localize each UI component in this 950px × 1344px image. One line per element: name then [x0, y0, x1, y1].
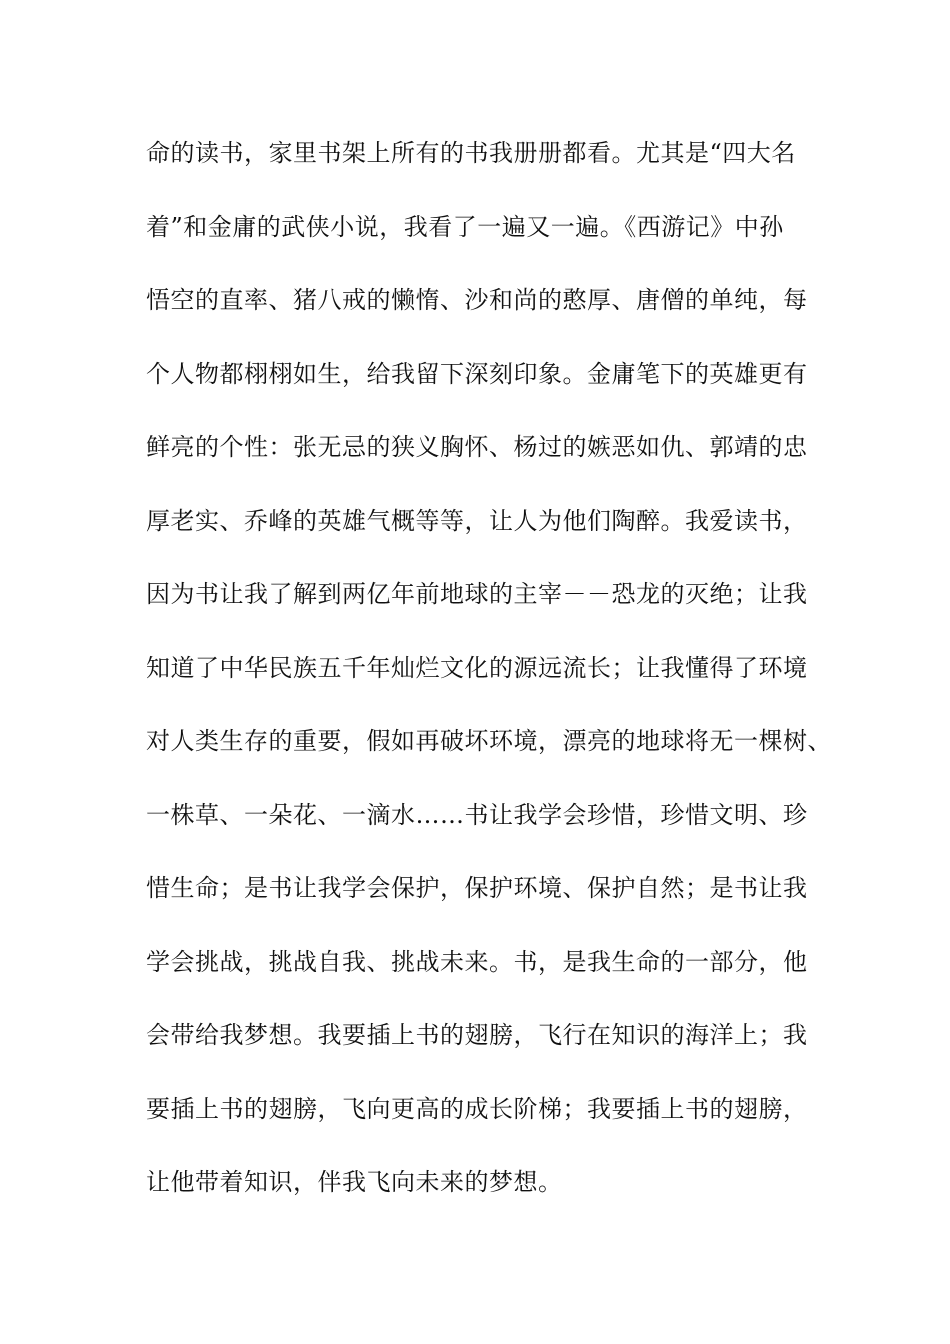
text-line: 学会挑战，挑战自我、挑战未来。书，是我生命的一部分，他 [146, 947, 808, 976]
text-line: 会带给我梦想。我要插上书的翅膀，飞行在知识的海洋上；我 [146, 1021, 808, 1049]
text-line: 因为书让我了解到两亿年前地球的主宰－－恐龙的灭绝；让我 [146, 580, 808, 608]
text-line: 让他带着知识，伴我飞向未来的梦想。 [146, 1168, 563, 1196]
text-line: 对人类生存的重要，假如再破坏环境，漂亮的地球将无一棵树、 [146, 727, 832, 755]
text-line: 个人物都栩栩如生，给我留下深刻印象。金庸笔下的英雄更有 [146, 359, 808, 388]
text-line: 惜生命；是书让我学会保护，保护环境、保护自然；是书让我 [146, 874, 808, 902]
text-line: 悟空的直率、猪八戒的懒惰、沙和尚的憨厚、唐僧的单纯，每 [146, 286, 808, 314]
text-line: 一株草、一朵花、一滴水……书让我学会珍惜，珍惜文明、珍 [146, 800, 808, 829]
text-line: 要插上书的翅膀，飞向更高的成长阶梯；我要插上书的翅膀， [146, 1094, 808, 1123]
text-line: 命的读书，家里书架上所有的书我册册都看。尤其是“四大名 [146, 139, 796, 167]
text-line: 厚老实、乔峰的英雄气概等等，让人为他们陶醉。我爱读书， [146, 506, 808, 535]
text-line: 着”和金庸的武侠小说，我看了一遍又一遍。《西游记》中孙 [146, 212, 784, 241]
text-line: 知道了中华民族五千年灿烂文化的源远流长；让我懂得了环境 [146, 653, 808, 682]
text-line: 鲜亮的个性：张无忌的狭义胸怀、杨过的嫉恶如仇、郭靖的忠 [146, 433, 808, 461]
body-text [146, 133, 836, 1236]
